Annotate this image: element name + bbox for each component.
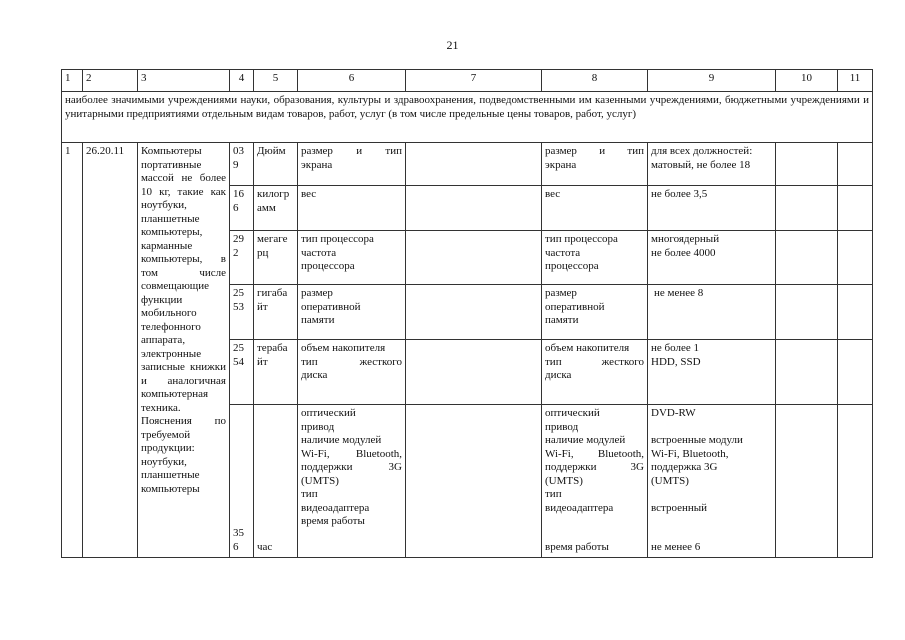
value-approved <box>406 340 542 405</box>
characteristic-name: объем накопителя тип жесткого диска <box>298 340 406 405</box>
characteristic-value: не более 3,5 <box>648 186 776 231</box>
value-approved <box>406 231 542 285</box>
header-col-2: 2 <box>83 70 138 92</box>
characteristic-value: не менее 8 <box>648 285 776 340</box>
product-name: Компьютеры портативные массой не более 10 кг, такие как ноутбуки, планшетные компьютеры, карманные компьютеры, в том числе совмещающие функции мобильного телефонного аппарата, электронные записные книжки и аналогичная компьютерная техника. Пояснения по требуемой продукции: ноутбуки, планшетные компьютеры <box>138 143 230 558</box>
characteristic-name: объем накопителя тип жесткого диска <box>542 340 648 405</box>
justification <box>776 340 838 405</box>
okei-code: 03 9 <box>230 143 254 186</box>
function <box>838 186 873 231</box>
okpd2-code: 26.20.11 <box>83 143 138 558</box>
span-text: наиболее значимыми учреждениями науки, образования, культуры и здравоохранения, подведомственными им казенными учреждениями, бюджетными учреждениями и унитарными предприятиями отдельным видам товаров, работ, услуг (в том числе предельные цены товаров, работ, услуг) <box>62 92 873 143</box>
okei-code: 16 6 <box>230 186 254 231</box>
spec-row-screen <box>62 143 873 186</box>
characteristic-name: тип процессора частота процессора <box>542 231 648 285</box>
characteristic-name: оптический привод наличие модулей Wi-Fi, Bluetooth, поддержки 3G (UMTS) тип видеоадаптера время работы <box>298 405 406 558</box>
header-col-10: 10 <box>776 70 838 92</box>
header-col-5: 5 <box>254 70 298 92</box>
justification <box>776 186 838 231</box>
characteristic-name: размер оперативной памяти <box>298 285 406 340</box>
unit-name: мегаге рц <box>254 231 298 285</box>
header-col-11: 11 <box>838 70 873 92</box>
justification <box>776 285 838 340</box>
characteristic-name: размер и тип экрана <box>542 143 648 186</box>
characteristic-name: тип процессора частота процессора <box>298 231 406 285</box>
header-col-1: 1 <box>62 70 83 92</box>
value-approved <box>406 143 542 186</box>
characteristic-name: вес <box>542 186 648 231</box>
header-col-3: 3 <box>138 70 230 92</box>
okei-code: 35 6 <box>230 405 254 558</box>
unit-name: килогр амм <box>254 186 298 231</box>
characteristic-value: не более 1 HDD, SSD <box>648 340 776 405</box>
characteristic-name: размер оперативной памяти <box>542 285 648 340</box>
function <box>838 340 873 405</box>
unit-name: Дюйм <box>254 143 298 186</box>
characteristic-value: для всех должностей: матовый, не более 18 <box>648 143 776 186</box>
characteristic-name: оптический привод наличие модулей Wi-Fi, Bluetooth, поддержки 3G (UMTS) тип видеоадаптера время работы <box>542 405 648 558</box>
characteristic-value: многоядерный не более 4000 <box>648 231 776 285</box>
header-col-4: 4 <box>230 70 254 92</box>
justification <box>776 143 838 186</box>
characteristic-name: размер и тип экрана <box>298 143 406 186</box>
justification <box>776 405 838 558</box>
header-col-6: 6 <box>298 70 406 92</box>
function <box>838 231 873 285</box>
row-number: 1 <box>62 143 83 558</box>
characteristic-value: DVD-RW встроенные модули Wi-Fi, Bluetooth, поддержка 3G (UMTS) встроенный не менее 6 <box>648 405 776 558</box>
okei-code: 25 54 <box>230 340 254 405</box>
header-col-9: 9 <box>648 70 776 92</box>
function <box>838 285 873 340</box>
unit-name: тераба йт <box>254 340 298 405</box>
function <box>838 143 873 186</box>
unit-name: час <box>254 405 298 558</box>
value-approved <box>406 285 542 340</box>
value-approved <box>406 405 542 558</box>
header-row <box>62 70 873 92</box>
span-row <box>62 92 873 143</box>
characteristic-name: вес <box>298 186 406 231</box>
unit-name: гигаба йт <box>254 285 298 340</box>
regulation-table <box>61 69 873 558</box>
page-number: 21 <box>446 38 459 52</box>
function <box>838 405 873 558</box>
header-col-8: 8 <box>542 70 648 92</box>
justification <box>776 231 838 285</box>
okei-code: 25 53 <box>230 285 254 340</box>
value-approved <box>406 186 542 231</box>
header-col-7: 7 <box>406 70 542 92</box>
okei-code: 29 2 <box>230 231 254 285</box>
